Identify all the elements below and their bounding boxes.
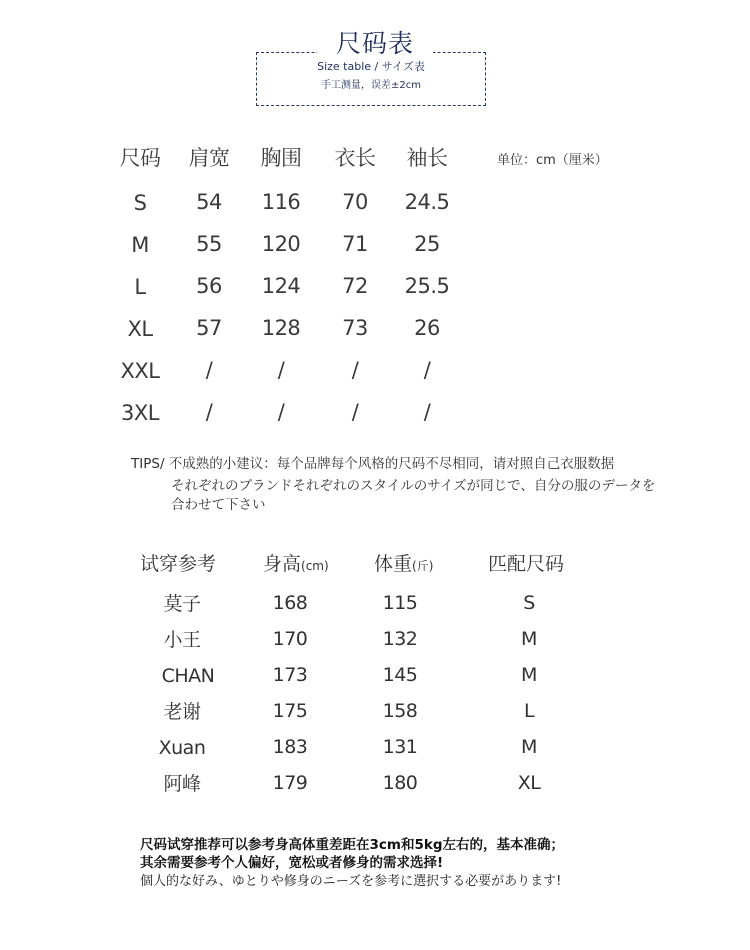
tester-name: 阿峰	[163, 773, 201, 795]
length-cell: 71	[342, 232, 368, 256]
footer-note-line2: 其余需要参考个人偏好，宽松或者修身的需求选择!	[140, 855, 444, 871]
matched-size-cell: S	[523, 592, 535, 614]
weight-cell: 145	[382, 664, 418, 686]
column-header-chest: 胸围	[260, 146, 302, 170]
weight-cell: 158	[382, 700, 418, 722]
column-header-name: 试穿参考	[140, 553, 217, 575]
tips-text: TIPS/ 不成熟的小建议：每个品牌每个风格的尺码不尽相同，请对照自己衣服数据	[131, 456, 615, 472]
sleeve-cell: 24.5	[404, 190, 450, 214]
chest-cell: 120	[261, 232, 301, 256]
shoulder-cell: /	[205, 400, 213, 424]
tester-name: 小王	[163, 629, 201, 651]
tester-name: 莫子	[163, 593, 201, 615]
chest-cell: /	[277, 358, 285, 382]
matched-size-cell: L	[523, 700, 535, 722]
column-header-size: 尺码	[119, 146, 161, 170]
page-title: 尺码表	[317, 28, 433, 60]
column-header-height-label: 身高	[263, 553, 302, 575]
column-header-sleeve: 袖长	[406, 146, 448, 170]
weight-cell: 132	[382, 628, 418, 650]
chest-cell: /	[277, 400, 285, 424]
tips-text-japanese: それぞれのブランドそれぞれのスタイルのサイズが同じで、自分の服のデータを合わせて下さい	[171, 478, 656, 513]
matched-size-cell: XL	[517, 772, 541, 794]
sleeve-cell: /	[423, 358, 431, 382]
sleeve-cell: 26	[414, 316, 440, 340]
height-cell: 179	[272, 772, 308, 794]
footer-note-japanese: 個人的な好み、ゆとりや修身のニーズを参考に選択する必要があります!	[140, 874, 562, 889]
height-cell: 170	[272, 628, 308, 650]
shoulder-cell: 54	[196, 190, 222, 214]
size-cell: 3XL	[121, 401, 159, 425]
column-header-weight-label: 体重	[374, 553, 413, 575]
column-header-shoulder: 肩宽	[188, 146, 230, 170]
size-cell: XL	[127, 317, 153, 341]
size-cell: XXL	[120, 359, 160, 383]
column-header-weight-unit: (斤)	[412, 559, 434, 573]
column-header-weight	[374, 551, 433, 579]
size-cell: M	[131, 233, 149, 257]
size-cell: S	[133, 191, 147, 215]
column-header-height-unit: (cm)	[301, 559, 329, 573]
footer-note-line1: 尺码试穿推荐可以参考身高体重差距在3cm和5kg左右的，基本准确；	[140, 837, 564, 853]
weight-cell: 131	[382, 736, 418, 758]
sleeve-cell: 25	[414, 232, 440, 256]
matched-size-cell: M	[521, 664, 537, 686]
height-cell: 168	[272, 592, 308, 614]
tester-name: CHAN	[161, 665, 215, 687]
shoulder-cell: 57	[196, 316, 222, 340]
tester-name: Xuan	[158, 737, 206, 759]
unit-note: 单位：cm（厘米）	[497, 153, 608, 168]
shoulder-cell: 56	[196, 274, 222, 298]
weight-cell: 115	[382, 592, 418, 614]
tester-name: 老谢	[163, 701, 201, 723]
chest-cell: 128	[261, 316, 301, 340]
matched-size-cell: M	[521, 736, 537, 758]
height-cell: 183	[272, 736, 308, 758]
length-cell: 73	[342, 316, 368, 340]
length-cell: /	[351, 400, 359, 424]
header-note: 手工测量，误差±2cm	[321, 80, 421, 91]
chest-cell: 116	[261, 190, 301, 214]
column-header-matched-size: 匹配尺码	[488, 553, 565, 575]
chest-cell: 124	[261, 274, 301, 298]
header-subtitle: Size table / サイズ表	[317, 60, 425, 73]
length-cell: 70	[342, 190, 368, 214]
shoulder-cell: /	[205, 358, 213, 382]
length-cell: /	[351, 358, 359, 382]
sleeve-cell: /	[423, 400, 431, 424]
weight-cell: 180	[382, 772, 418, 794]
height-cell: 175	[272, 700, 308, 722]
height-cell: 173	[272, 664, 308, 686]
length-cell: 72	[342, 274, 368, 298]
shoulder-cell: 55	[196, 232, 222, 256]
column-header-height	[263, 551, 329, 579]
size-cell: L	[134, 275, 146, 299]
column-header-length: 衣长	[334, 146, 376, 170]
sleeve-cell: 25.5	[404, 274, 450, 298]
matched-size-cell: M	[521, 628, 537, 650]
